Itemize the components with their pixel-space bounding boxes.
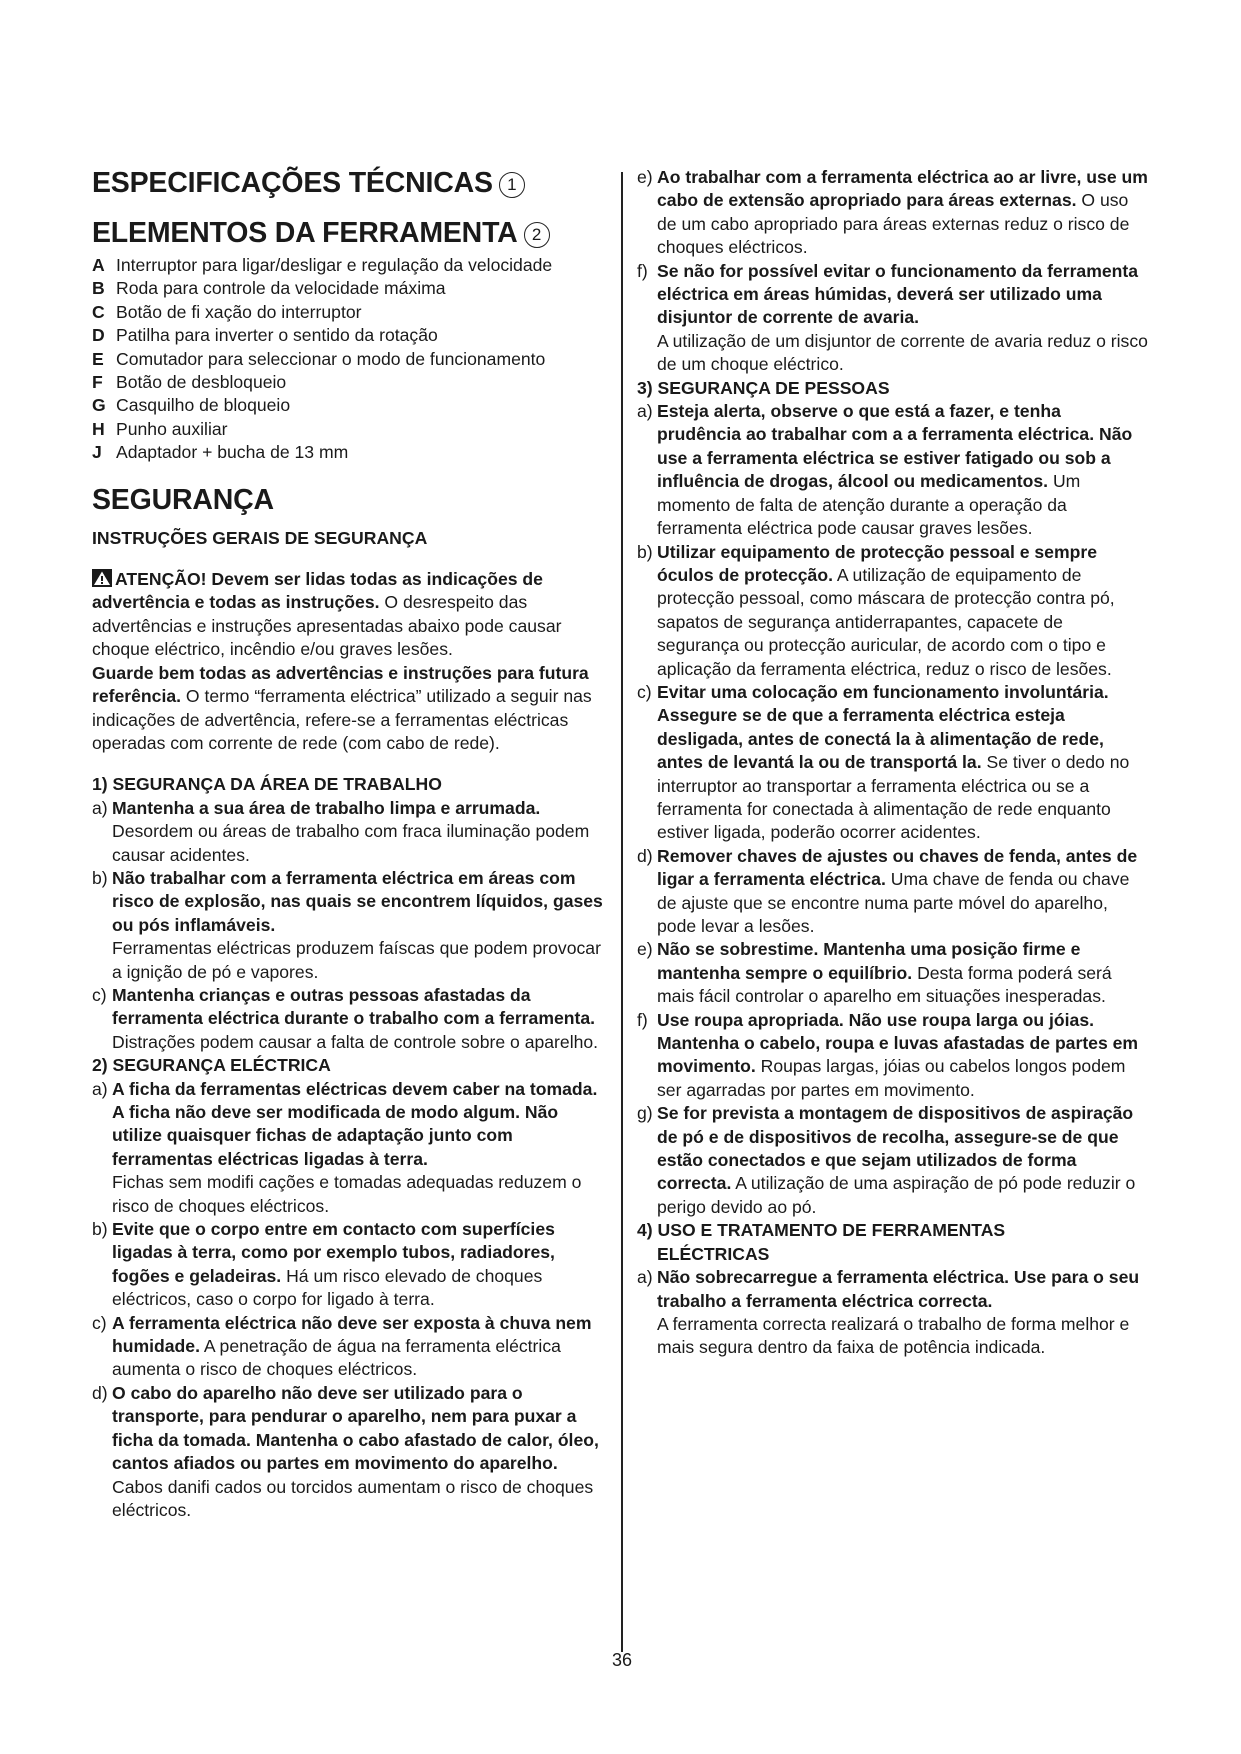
list-item: a) Não sobrecarregue a ferramenta eléctrica. Use para o seu trabalho a ferramenta eléctrica correcta. A ferramenta correcta realizará o trabalho de forma melhor e mais segura dentro da faixa de potência indicada. — [637, 1267, 1140, 1358]
list-item: H Punho auxiliar — [92, 418, 228, 439]
specs-heading: ESPECIFICAÇÕES TÉCNICAS 1 — [92, 166, 610, 200]
elements-heading: ELEMENTOS DA FERRAMENTA 2 — [92, 216, 610, 250]
list-item: e) Ao trabalhar com a ferramenta eléctrica ao ar livre, use um cabo de extensão apropriado para áreas externas. O uso de um cabo apropriado para áreas externas reduz o risco de choques eléctricos. — [637, 167, 1148, 258]
warning-intro: ATENÇÃO! Devem ser lidas todas as indicações de advertência e todas as instruções. O desrespeito das advertências e instruções apresentadas abaixo pode causar choque eléctrico, incêndio e/ou graves lesões. Guarde bem todas as advertências e instruções para futura referência. O termo “ferramenta eléctrica” utilizado a seguir nas indicações de advertência, refere-se a ferramentas eléctricas operadas com corrente de rede (com cabo de rede). — [92, 569, 592, 753]
list-item: E Comutador para seleccionar o modo de funcionamento — [92, 348, 546, 369]
list-item: B Roda para controle da velocidade máxima — [92, 278, 446, 299]
list-item: e) Não se sobrestime. Mantenha uma posição firme e mantenha sempre o equilíbrio. Desta forma poderá será mais fácil controlar o aparelho em situações inesperadas. — [637, 939, 1112, 1007]
list-item: G Casquilho de bloqueio — [92, 395, 291, 416]
list-item: b) Evite que o corpo entre em contacto com superfícies ligadas à terra, como por exemplo tubos, radiadores, fogões e geladeiras. Há um risco elevado de choques eléctricos, caso o corpo for ligado à terra. — [92, 1219, 555, 1310]
parts-list — [92, 254, 610, 465]
right-column — [637, 166, 1149, 1360]
list-item: D Patilha para inverter o sentido da rotação — [92, 325, 438, 346]
list-item: a) A ficha da ferramentas eléctricas devem caber na tomada. A ficha não deve ser modificada de modo algum. Não utilize quaisquer fichas de adaptação junto com ferramentas eléctricas ligadas à terra. Fichas sem modifi cações e tomadas adequadas reduzem o risco de choques eléctricos. — [92, 1078, 598, 1216]
general-safety-title: INSTRUÇÕES GERAIS DE SEGURANÇA — [92, 527, 428, 548]
list-item: g) Se for prevista a montagem de dispositivos de aspiração de pó e de dispositivos de recolha, assegure-se de que estão conectados e que sejam utilizados de forma correcta. A utilização de uma aspiração de pó pode reduzir o perigo devido ao pó. — [637, 1103, 1136, 1217]
list-item: d) O cabo do aparelho não deve ser utilizado para o transporte, para pendurar o aparelho, nem para puxar a ficha da tomada. Mantenha o cabo afastado de calor, óleo, cantos afiados ou partes em movimento do aparelho. Cabos danifi cados ou torcidos aumentam o risco de choques eléctricos. — [92, 1382, 599, 1520]
list-item: b) Não trabalhar com a ferramenta eléctrica em áreas com risco de explosão, nas quais se encontrem líquidos, gases ou pós inflamáveis. Ferramentas eléctricas produzem faíscas que podem provocar a ignição de pó e vapores. — [92, 867, 603, 982]
list-item: C Botão de fi xação do interruptor — [92, 301, 362, 322]
list-item: c) Evitar uma colocação em funcionamento involuntária. Assegure se de que a ferramenta eléctrica esteja desligada, antes de conectá la à alimentação de rede, antes de levantá la ou de transportá la. Se tiver o dedo no interruptor ao transportar a ferramenta eléctrica ou se a ferramenta for conectada à alimentação de rede enquanto estiver ligada, poderão ocorrer acidentes. — [637, 681, 1130, 843]
list-item: a) Esteja alerta, observe o que está a fazer, e tenha prudência ao trabalhar com a a ferramenta eléctrica. Não use a ferramenta eléctrica se estiver fatigado ou sob a influência de drogas, álcool ou medicamentos. Um momento de falta de atenção durante a operação da ferramenta eléctrica pode causar graves lesões. — [637, 401, 1133, 539]
list-item: f) Use roupa apropriada. Não use roupa larga ou jóias. Mantenha o cabelo, roupa e luvas afastadas de partes em movimento. Roupas largas, jóias ou cabelos longos podem ser agarradas por partes em movimento. — [637, 1009, 1139, 1100]
section-personal-title: 3) SEGURANÇA DE PESSOAS — [637, 377, 890, 398]
figure-ref-2: 2 — [524, 222, 550, 248]
list-item: c) A ferramenta eléctrica não deve ser exposta à chuva nem humidade. A penetração de água na ferramenta eléctrica aumenta o risco de choques eléctricos. — [92, 1312, 592, 1380]
list-item: F Botão de desbloqueio — [92, 372, 287, 393]
section-work-area-title: 1) SEGURANÇA DA ÁREA DE TRABALHO — [92, 774, 442, 795]
list-item: b) Utilizar equipamento de protecção pessoal e sempre óculos de protecção. A utilização de equipamento de protecção pessoal, como máscara de protecção contra pó, sapatos de segurança antiderrapantes, capacete de segurança ou protecção auricular, de acordo com o tipo e aplicação da ferramenta eléctrica, reduz o risco de lesões. — [637, 541, 1115, 679]
list-item: A Interruptor para ligar/desligar e regulação da velocidade — [92, 255, 553, 275]
list-item: f) Se não for possível evitar o funcionamento da ferramenta eléctrica em áreas húmidas, deverá ser utilizado uma disjuntor de corrente de avaria. A utilização de um disjuntor de corrente de avaria reduz o risco de um choque eléctrico. — [637, 260, 1148, 375]
warning-icon — [92, 569, 112, 587]
list-item: J Adaptador + bucha de 13 mm — [92, 442, 349, 463]
figure-ref-1: 1 — [499, 172, 525, 198]
list-item: d) Remover chaves de ajustes ou chaves de fenda, antes de ligar a ferramenta eléctrica. Uma chave de fenda ou chave de ajuste que se encontre numa parte móvel do aparelho, pode levar a lesões. — [637, 845, 1138, 936]
page-number: 36 — [611, 1650, 633, 1670]
column-divider — [621, 172, 623, 1652]
left-column — [92, 166, 610, 1522]
safety-heading: SEGURANÇA — [92, 483, 274, 516]
section-tool-use-title: 4) USO E TRATAMENTO DE FERRAMENTAS ELÉCTRICAS — [637, 1220, 1006, 1264]
section-electrical-title: 2) SEGURANÇA ELÉCTRICA — [92, 1055, 331, 1076]
list-item: c) Mantenha crianças e outras pessoas afastadas da ferramenta eléctrica durante o trabalho com a ferramenta. Distrações podem causar a falta de controle sobre o aparelho. — [92, 984, 599, 1052]
list-item: a) Mantenha a sua área de trabalho limpa e arrumada. Desordem ou áreas de trabalho com fraca iluminação podem causar acidentes. — [92, 797, 590, 865]
